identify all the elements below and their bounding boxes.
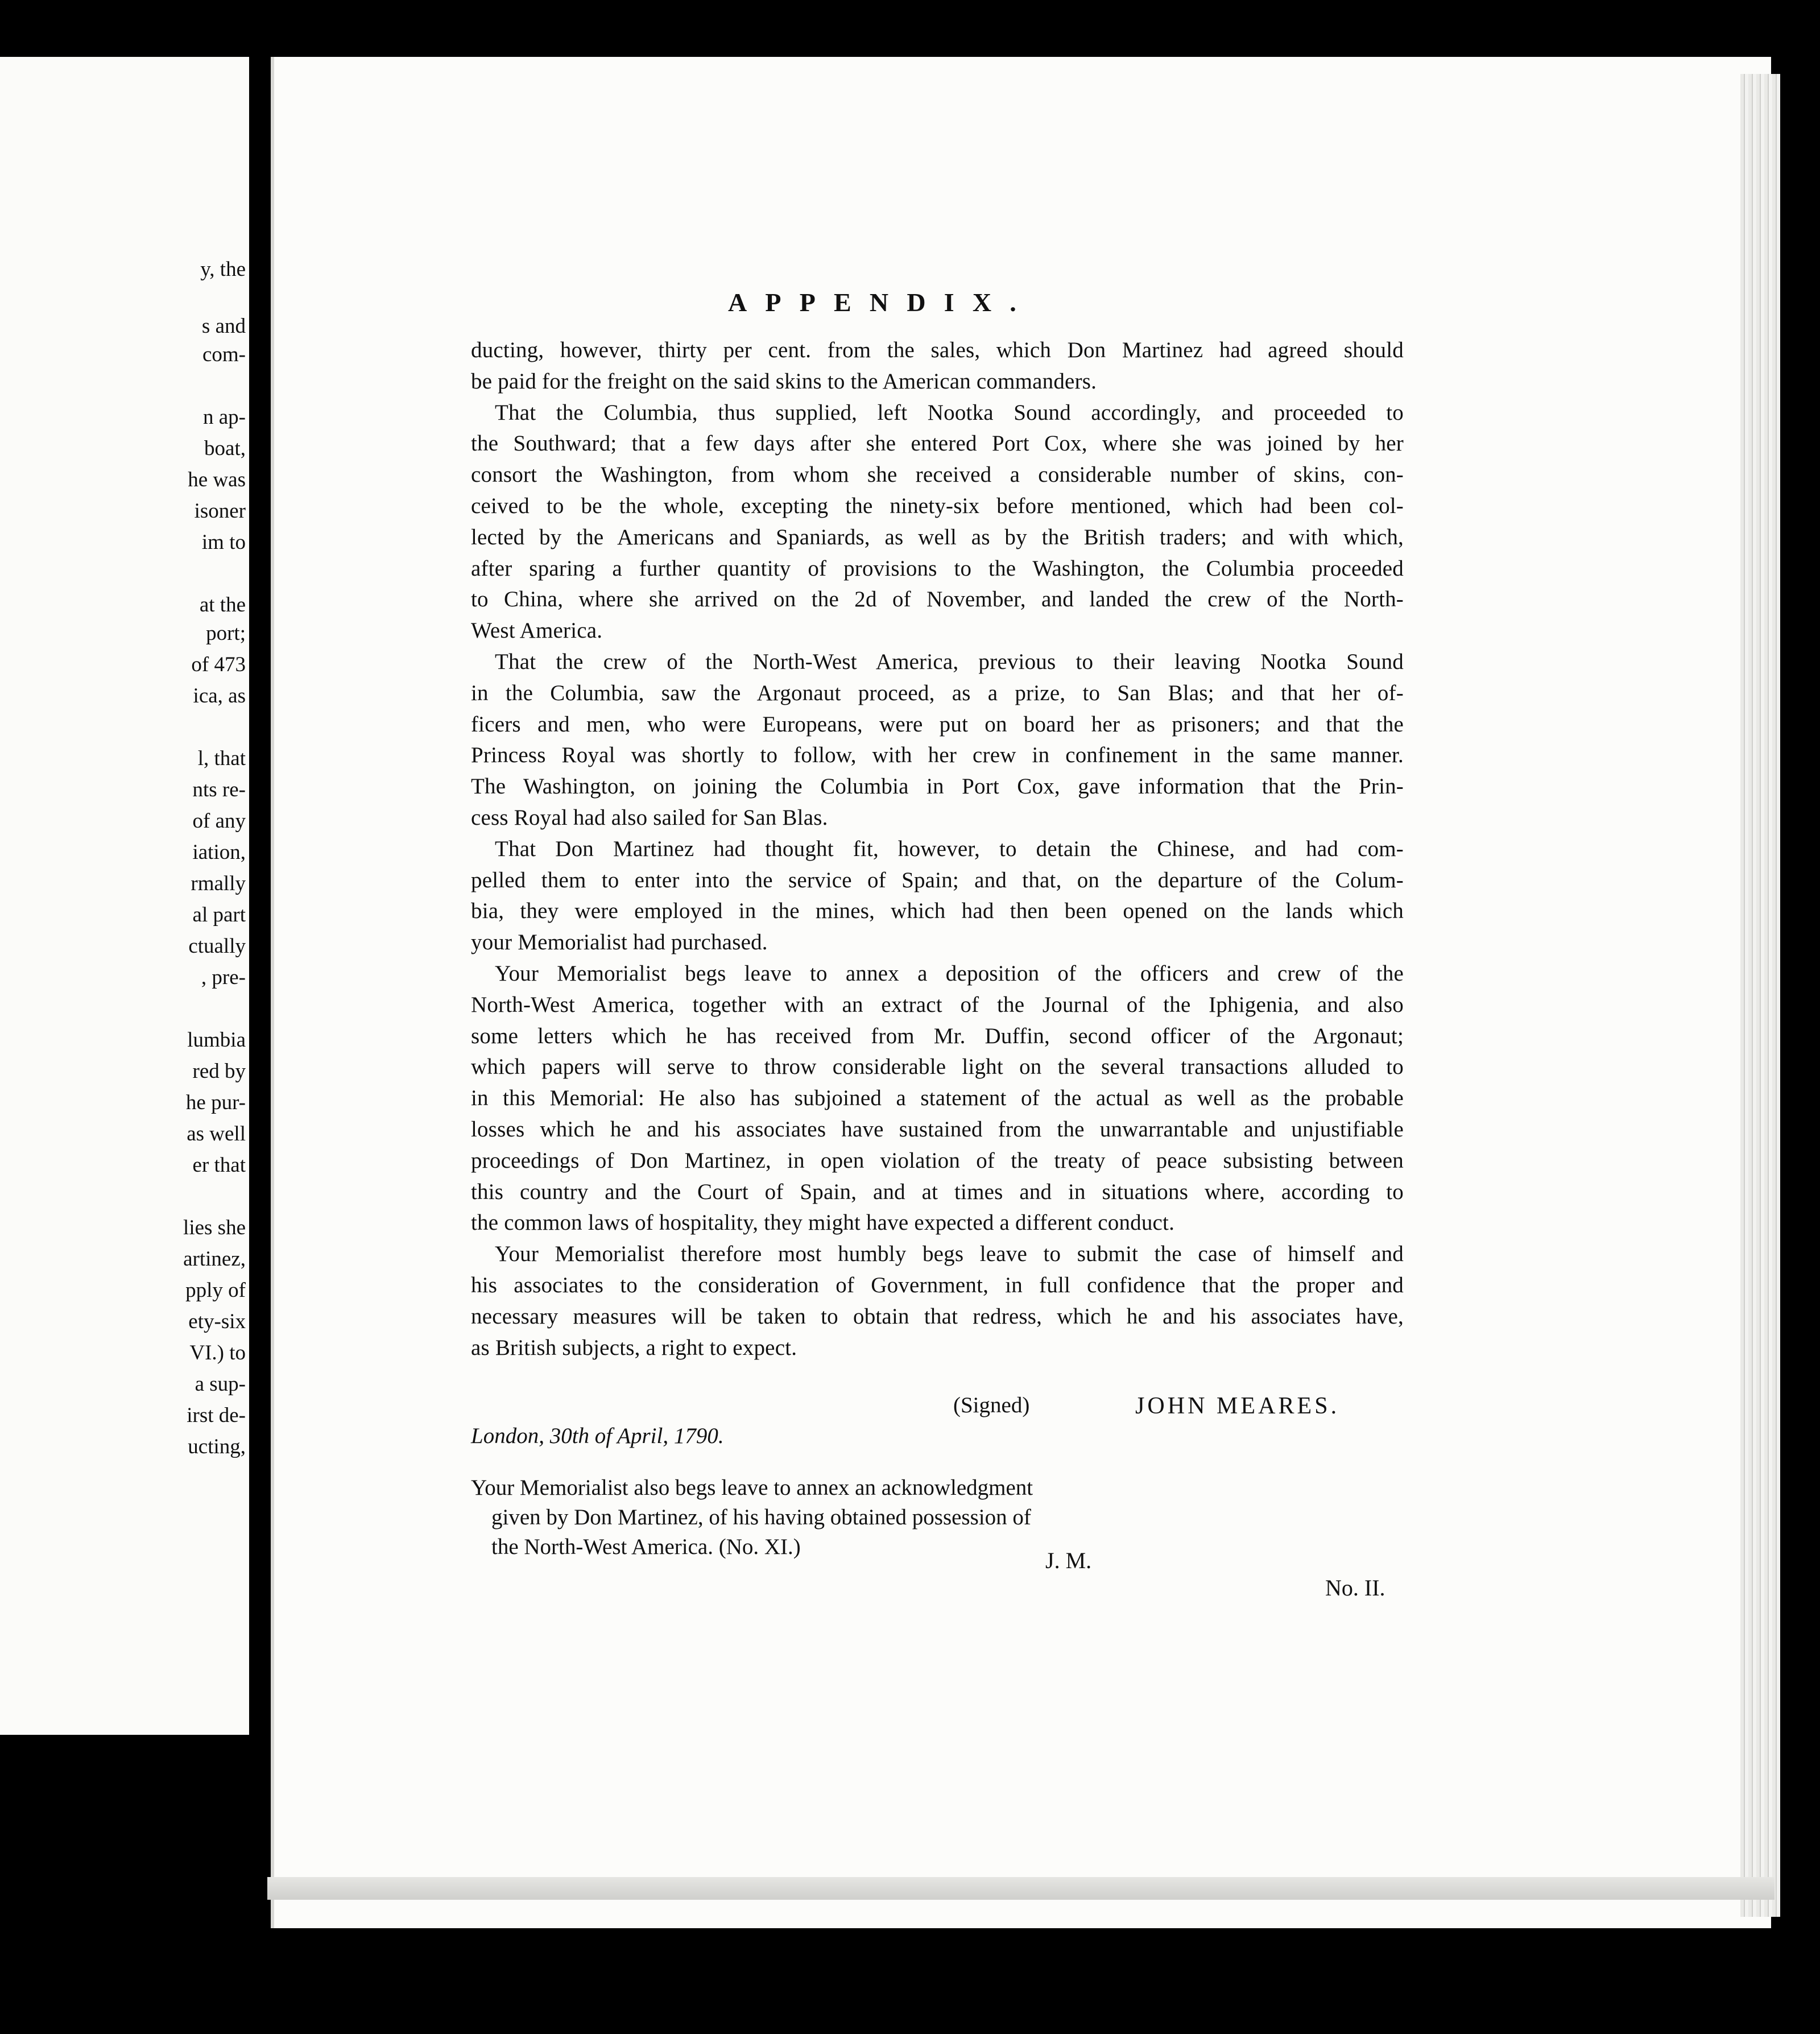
text-line: lected by the Americans and Spaniards, as well as by the British traders; and with which,: [471, 525, 1404, 549]
fragment-line: al part: [192, 903, 246, 927]
fragment-line: nts re-: [192, 778, 246, 801]
signature-label: (Signed): [953, 1393, 1030, 1417]
text-line: your Memorialist had purchased.: [471, 930, 768, 954]
fragment-line: er that: [192, 1154, 246, 1177]
fragment-line: com-: [202, 343, 246, 366]
text-line: North-West America, together with an extract of the Journal of the Iphigenia, and also: [471, 993, 1404, 1017]
text-line: consort the Washington, from whom she received a considerable number of skins, con-: [471, 462, 1404, 487]
fragment-line: lumbia: [187, 1028, 246, 1052]
text-line: losses which he and his associates have sustained from the unwarrantable and unjustifiable: [471, 1117, 1404, 1142]
fragment-line: he was: [188, 468, 246, 491]
text-line: ficers and men, who were Europeans, were put on board her as prisoners; and that the: [471, 712, 1404, 737]
text-line: necessary measures will be taken to obtain that redress, which he and his associates have,: [471, 1304, 1404, 1329]
text-line: That Don Martinez had thought fit, however, to detain the Chinese, and had com-: [495, 837, 1404, 861]
signature-name: JOHN MEARES.: [1135, 1393, 1340, 1419]
fragment-line: of 473: [191, 653, 246, 676]
page-edge: [1740, 74, 1780, 1917]
note-line: the North-West America. (No. XI.): [491, 1535, 801, 1559]
text-line: Your Memorialist therefore most humbly begs leave to submit the case of himself and: [495, 1242, 1404, 1266]
text-line: bia, they were employed in the mines, which had then been opened on the lands which: [471, 899, 1404, 923]
fragment-line: l, that: [197, 747, 246, 770]
gutter: [271, 57, 274, 1928]
fragment-line: , pre-: [201, 966, 246, 989]
fragment-line: he pur-: [185, 1091, 246, 1114]
text-line: this country and the Court of Spain, and at times and in situations where, according to: [471, 1180, 1404, 1204]
fragment-line: isoner: [194, 499, 246, 523]
text-line: proceedings of Don Martinez, in open violation of the treaty of peace subsisting between: [471, 1148, 1404, 1173]
dateline: London, 30th of April, 1790.: [471, 1424, 724, 1448]
fragment-line: irst de-: [187, 1404, 246, 1427]
catchword: No. II.: [1325, 1575, 1385, 1601]
fragment-line: as well: [187, 1122, 246, 1146]
text-line: That the Columbia, thus supplied, left Nootka Sound accordingly, and proceeded to: [495, 400, 1404, 425]
fragment-line: ety-six: [188, 1310, 246, 1333]
fragment-line: red by: [192, 1060, 246, 1083]
text-line: That the crew of the North-West America, previous to their leaving Nootka Sound: [495, 650, 1404, 674]
text-line: ceived to be the whole, excepting the ninety-six before mentioned, which had been col-: [471, 494, 1404, 518]
note-line: Your Memorialist also begs leave to annex an acknowledgment: [471, 1475, 1033, 1500]
text-line: cess Royal had also sailed for San Blas.: [471, 805, 828, 830]
fragment-line: VI.) to: [189, 1341, 246, 1365]
text-line: after sparing a further quantity of provisions to the Washington, the Columbia proceeded: [471, 556, 1404, 581]
initials: J. M.: [1045, 1548, 1092, 1573]
text-line: The Washington, on joining the Columbia in Port Cox, gave information that the Prin-: [471, 774, 1404, 799]
running-header: APPENDIX.: [728, 288, 1035, 317]
fragment-line: ucting,: [188, 1435, 246, 1458]
text-line: West America.: [471, 618, 603, 643]
fragment-line: n ap-: [203, 406, 246, 429]
text-line: in the Columbia, saw the Argonaut proceed, as a prize, to San Blas; and that her of-: [471, 681, 1404, 705]
facing-page-fragment: [0, 57, 249, 1735]
fragment-line: pply of: [185, 1279, 246, 1302]
fragment-line: a sup-: [195, 1372, 246, 1396]
text-line: as British subjects, a right to expect.: [471, 1336, 797, 1360]
text-line: some letters which he has received from Mr. Duffin, second officer of the Argonaut;: [471, 1024, 1404, 1048]
fragment-line: at the: [199, 593, 246, 617]
fragment-line: port;: [206, 622, 246, 645]
text-line: the common laws of hospitality, they might have expected a different conduct.: [471, 1210, 1175, 1235]
fragment-line: rmally: [191, 872, 246, 895]
fragment-line: y, the: [200, 258, 246, 281]
fragment-line: s and: [201, 315, 246, 338]
text-line: his associates to the consideration of Government, in full confidence that the proper and: [471, 1273, 1404, 1297]
page-bottom-edge: [267, 1877, 1774, 1900]
text-line: the Southward; that a few days after she entered Port Cox, where she was joined by her: [471, 431, 1404, 456]
fragment-line: im to: [201, 531, 246, 554]
fragment-line: iation,: [192, 841, 246, 864]
text-line: which papers will serve to throw considerable light on the several transactions alluded to: [471, 1055, 1404, 1079]
fragment-line: of any: [192, 809, 246, 833]
text-line: pelled them to enter into the service of Spain; and that, on the departure of the Colum-: [471, 868, 1404, 892]
text-line: in this Memorial: He also has subjoined a statement of the actual as well as the probable: [471, 1086, 1404, 1110]
note-line: given by Don Martinez, of his having obtained possession of: [491, 1505, 1031, 1529]
fragment-line: ica, as: [193, 684, 246, 708]
text-line: Princess Royal was shortly to follow, with her crew in confinement in the same manner.: [471, 743, 1404, 767]
fragment-line: lies she: [183, 1216, 246, 1239]
text-line: to China, where she arrived on the 2d of November, and landed the crew of the North-: [471, 587, 1404, 611]
text-line: Your Memorialist begs leave to annex a deposition of the officers and crew of the: [495, 961, 1404, 986]
fragment-line: ctually: [188, 935, 246, 958]
fragment-line: artinez,: [183, 1247, 246, 1271]
fragment-line: boat,: [204, 437, 246, 460]
text-line: be paid for the freight on the said skins to the American commanders.: [471, 369, 1097, 394]
text-line: ducting, however, thirty per cent. from the sales, which Don Martinez had agreed should: [471, 338, 1404, 362]
